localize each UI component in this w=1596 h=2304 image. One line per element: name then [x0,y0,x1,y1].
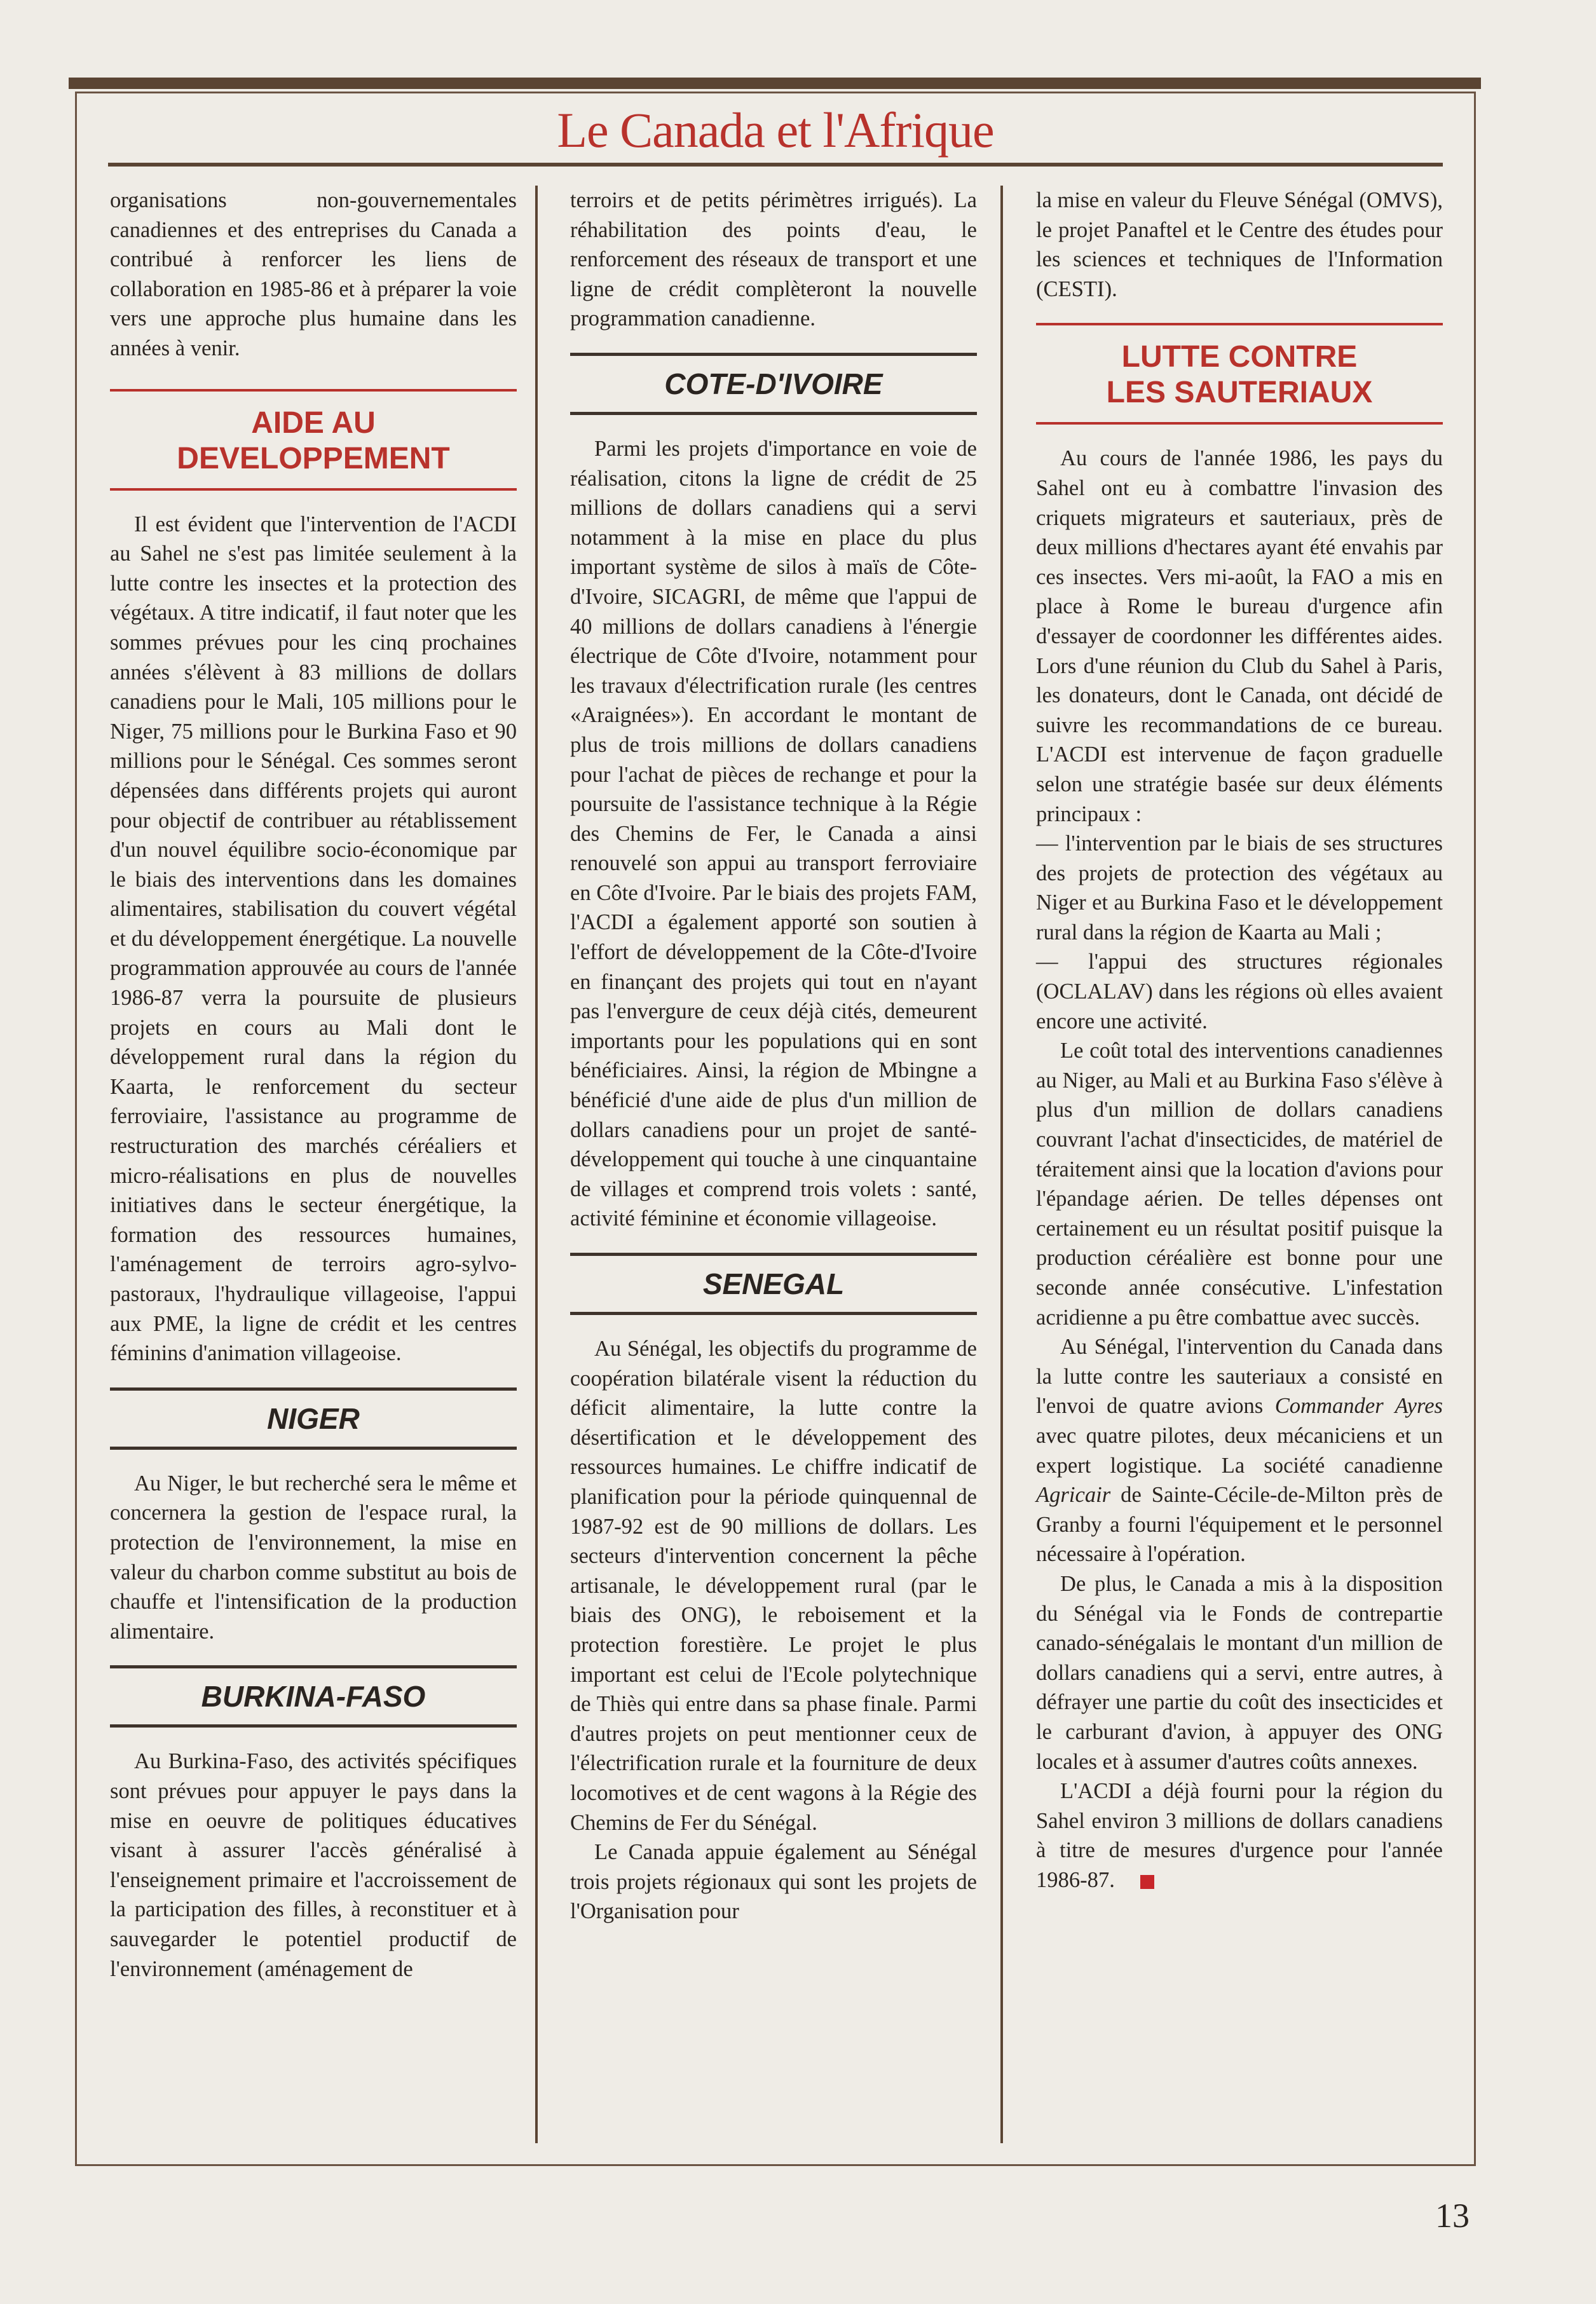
list-item: — l'appui des structures régionales (OCLALAV) dans les régions où elles avaient encore une activité. [1036,950,1443,1033]
aircraft-name: Commander Ayres [1274,1394,1443,1419]
page-title: Le Canada et l'Afrique [557,102,994,158]
paragraph-final [1036,1776,1443,1895]
heading-line: LES SAUTERIAUX [1106,376,1373,410]
section-rule [110,1387,517,1391]
column-divider [1000,186,1003,2143]
section-rule [570,1253,977,1256]
paragraph-senegal-lutte [1036,1332,1443,1569]
column-divider [535,186,538,2143]
section-heading-senegal: SENEGAL [702,1267,845,1300]
paragraph-senegal-regional: Le Canada appuie également au Sénégal trois projets régionaux qui sont les projets de l'Organisation pour [570,1840,977,1924]
company-name: Agricair [1036,1483,1111,1508]
section-heading-aide [110,406,517,477]
heading-line: AIDE AU [251,406,376,440]
paragraph-cout: Le coût total des interventions canadiennes au Niger, au Mali et au Burkina Faso s'élève à plus d'un million de dollars canadiens couvrant l'achat d'insecticides, de matériel de téraitement ainsi que la location d'avions pour l'épandage aérien. De telles dépenses ont certainement eu un résultat positif puisque la production céréalière est bonne pour une seconde année consécutive. L'infestation acridienne a pu être combattue avec succès. [1036,1039,1443,1330]
section-rule [1036,323,1443,325]
paragraph-continued: la mise en valeur du Fleuve Sénégal (OMVS), le projet Panaftel et le Centre des études pour les sciences et techniques de l'Information (CESTI). [1036,188,1443,301]
header-rule [108,163,1443,167]
paragraph-intro: organisations non-gouvernementales canadiennes et des entreprises du Canada a contribué à renforcer les liens de collaboration en 1985-86 et à préparer la voie vers une approche plus humaine dans les années à venir. [110,188,517,360]
page-number: 13 [1435,2197,1470,2235]
column-3 [1036,186,1443,1895]
end-mark-icon [1140,1875,1154,1889]
text-run: avec quatre pilotes, deux mécaniciens et un expert logistique. La société canadienne [1036,1423,1443,1478]
paragraph-lutte: Au cours de l'année 1986, les pays du Sahel ont eu à combattre l'invasion des criquets migrateurs et sauteriaux, près de deux millions d'hectares ayant été envahis par ces insectes. Vers mi-août, la FAO a mis en place à Rome le bureau d'urgence afin d'essayer de coordonner les différentes aides. Lors d'une réunion du Club du Sahel à Paris, les donateurs, dont le Canada, ont décidé de suivre les recommandations de ce bureau. L'ACDI est intervenue de façon graduelle selon une stratégie basée sur deux éléments principaux : [1036,446,1443,826]
section-heading-cote-divoire: COTE-D'IVOIRE [664,367,883,400]
list-item: — l'intervention par le biais de ses structures des projets de protection des végétaux au Niger et au Burkina Faso et le développement rural dans la région de Kaarta au Mali ; [1036,831,1443,944]
paragraph-aide: Il est évident que l'intervention de l'ACDI au Sahel ne s'est pas limitée seulement à la lutte contre les insectes et la protection des végétaux. A titre indicatif, il faut noter que les sommes prévues pour les cinq prochaines années s'élèvent à 83 millions de dollars canadiens pour le Mali, 105 millions pour le Niger, 75 millions pour le Burkina Faso et 90 millions pour le Sénégal. Ces sommes seront dépensées dans différents projets qui auront pour objectif de contribuer au rétablissement d'un nouvel équilibre socio-économique par le biais des interventions dans les domaines alimentaires, stabilisation du couvert végétal et du développement énergétique. La nouvelle programmation approuvée au cours de l'année 1986-87 verra la poursuite de plusieurs projets en cours au Mali dont le développement rural dans la région du Kaarta, le renforcement du secteur ferroviaire, l'assistance au programme de restructuration des marchés céréaliers et micro-réalisations en plus de nouvelles initiatives dans le secteur énergétique, la formation des ressources humaines, l'aménagement de terroirs agro-sylvo-pastoraux, l'hydraulique villageoise, l'appui aux PME, la ligne de crédit et les centres féminins d'animation villageoise. [110,512,517,1366]
heading-line: DEVELOPPEMENT [177,441,450,475]
heading-line: LUTTE CONTRE [1121,340,1358,374]
column-2 [570,186,977,1926]
column-1 [110,186,517,1984]
section-heading-burkina: BURKINA-FASO [201,1680,426,1714]
paragraph-senegal: Au Sénégal, les objectifs du programme de coopération bilatérale visent la réduction du déficit alimentaire, la lutte contre la désertification et le développement des ressources humaines. Le chiffre indicatif de planification pour la période quinquennal de 1987-92 est de 90 millions de dollars. Les secteurs d'intervention concernent la pêche artisanale, le développement rural (par le biais des ONG), le reboisement et la protection forestière. Le projet le plus important est celui de l'Ecole polytechnique de Thiès qui entre dans sa phase finale. Parmi d'autres projets on peut mentionner ceux de l'électrification rurale et la fourniture de deux locomotives et de cent wagons à la Régie des Chemins de Fer du Sénégal. [570,1337,977,1835]
section-heading-lutte [1036,339,1443,411]
section-rule [110,389,517,392]
section-rule [110,1665,517,1668]
paragraph-fonds: De plus, le Canada a mis à la disposition du Sénégal via le Fonds de contrepartie canado-sénégalais le montant d'un million de dollars canadiens qui a servi, entre autres, à défrayer une partie du coût des insecticides et le carburant d'avion, à appuyer des ONG locales et à assumer d'autres coûts annexes. [1036,1571,1443,1774]
section-heading-niger: NIGER [267,1401,360,1435]
text-run: L'ACDI a déjà fourni pour la région du Sahel environ 3 millions de dollars canadiens à titre de mesures d'urgence pour l'année 1986-87. [1036,1779,1443,1892]
text-run: de Sainte-Cécile-de-Milton près de Granby a fourni l'équipement et le personnel nécessaire à l'opération. [1036,1483,1443,1567]
paragraph-cote-divoire: Parmi les projets d'importance en voie de réalisation, citons la ligne de crédit de 25 millions de dollars canadiens qui a servi notamment à la mise en place du plus important système de silos à maïs de Côte-d'Ivoire, SICAGRI, de même que l'appui de 40 millions de dollars canadiens à l'énergie électrique de Côte d'Ivoire, notamment pour les travaux d'électrification rurale (les centres «Araignées»). En accordant le montant de plus de trois millions de dollars canadiens pour l'achat de pièces de rechange et pour la poursuite de l'assistance technique à la Régie des Chemins de Fer, le Canada a ainsi renouvelé son appui au transport ferroviaire en Côte d'Ivoire. Par le biais des projets FAM, l'ACDI a également apporté son soutien à l'effort de développement de la Côte-d'Ivoire en finançant des projets qui tout en n'ayant pas l'envergure de ceux déjà cités, demeurent importants pour les populations qui en sont bénéficiaires. Ainsi, la région de Mbingne a bénéficié d'une aide de plus d'un million de dollars canadiens pour un projet de santé-développement qui touche à une cinquantaine de villages et comprend trois volets : santé, activité féminine et économie villageoise. [570,436,977,1231]
top-border-bar [69,78,1481,89]
paragraph-burkina: Au Burkina-Faso, des activités spécifiques sont prévues pour appuyer le pays dans la mise en oeuvre de politiques éducatives visant à assurer l'accès généralisé à l'enseignement primaire et l'accroissement de la participation des filles, à reconstituer et à sauvegarder le potentiel productif de l'environnement (aménagement de [110,1749,517,1981]
paragraph-niger: Au Niger, le but recherché sera le même et concernera la gestion de l'espace rural, la protection de l'environnement, la mise en valeur du charbon comme substitut au bois de chauffe et l'intensification de la production alimentaire. [110,1471,517,1644]
section-rule [570,353,977,356]
text-run: Au Sénégal, l'intervention du Canada dans la lutte contre les sauteriaux a consisté en l'envoi de quatre avions [1036,1335,1443,1419]
paragraph-continued: terroirs et de petits périmètres irrigués). La réhabilitation des points d'eau, le renforcement des réseaux de transport et une ligne de crédit complèteront la nouvelle programmation canadienne. [570,188,977,331]
